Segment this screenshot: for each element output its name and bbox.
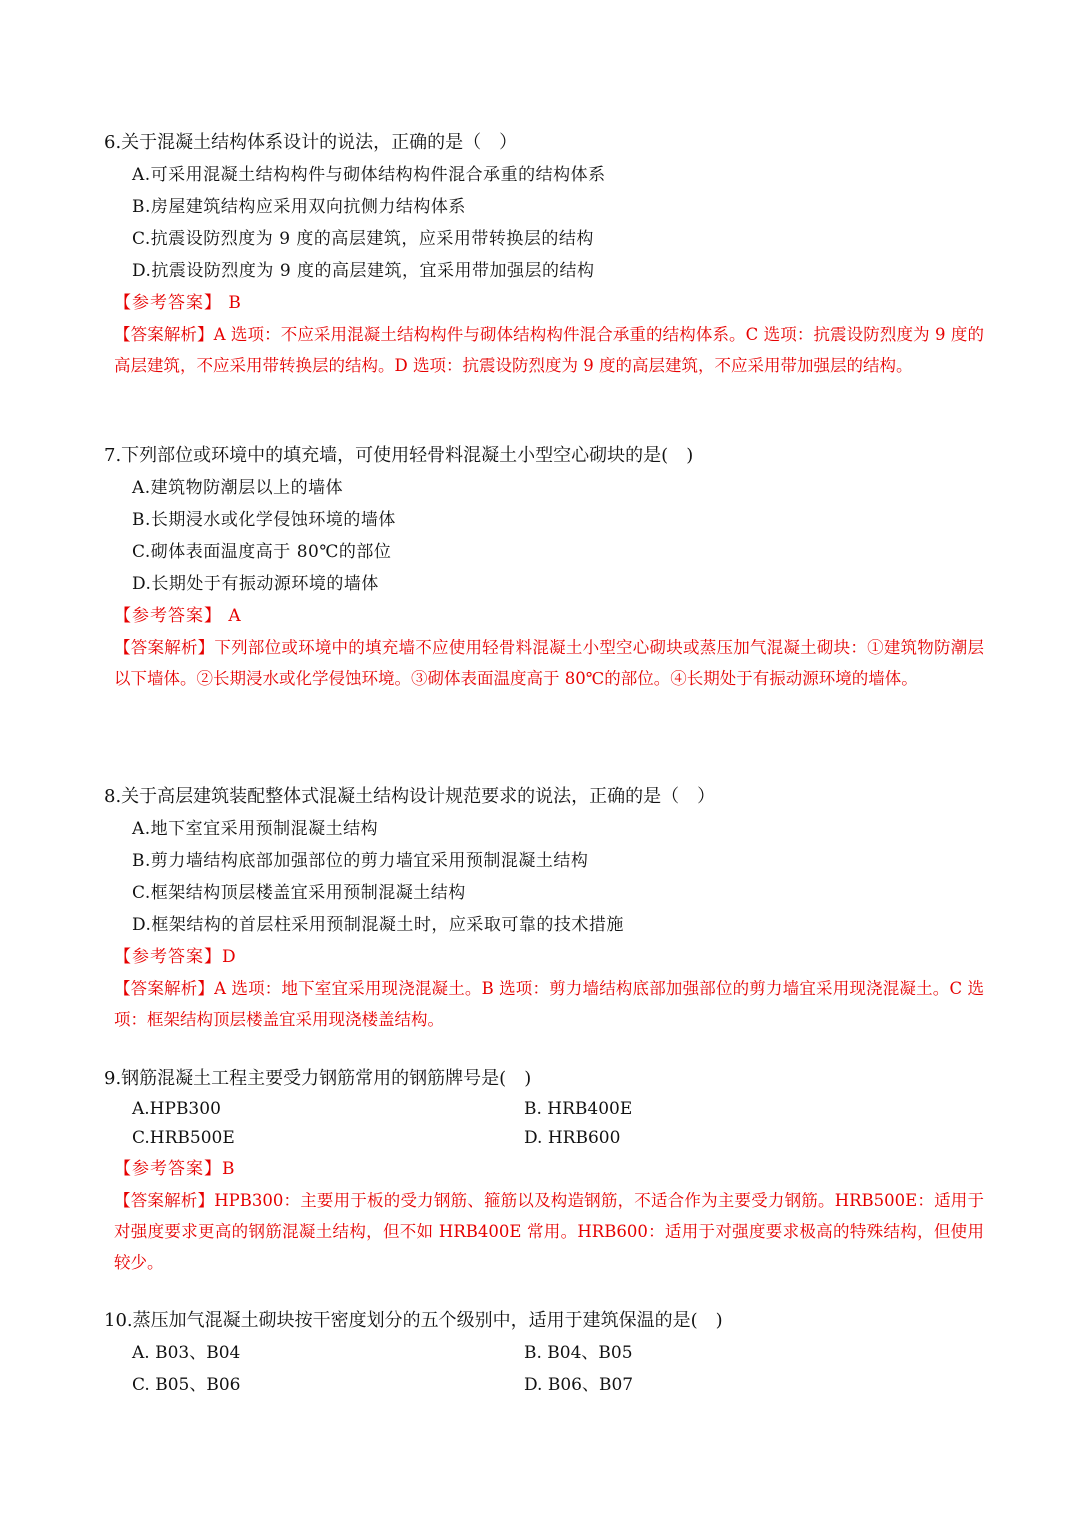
options-grid [104, 1337, 984, 1401]
answer-explanation: 【答案解析】下列部位或环境中的填充墙不应使用轻骨料混凝土小型空心砌块或蒸压加气混凝土砌块：①建筑物防潮层以下墙体。②长期浸水或化学侵蚀环境。③砌体表面温度高于 80℃的部位。④长期处于有振动源环境的墙体。 [114, 638, 984, 688]
reference-answer: 【参考答案】D [114, 947, 237, 967]
option-c: C.框架结构顶层楼盖宜采用预制混凝土结构 [132, 883, 466, 903]
reference-answer: 【参考答案】 A [114, 606, 242, 626]
option-c: C.HRB500E [132, 1128, 235, 1148]
reference-answer: 【参考答案】B [114, 1159, 236, 1179]
option-a: A.可采用混凝土结构构件与砌体结构构件混合承重的结构体系 [132, 165, 606, 185]
option-d: D.抗震设防烈度为 9 度的高层建筑，宜采用带加强层的结构 [132, 261, 595, 281]
option-a: A.HPB300 [132, 1099, 221, 1119]
option-a: A. B03、B04 [132, 1343, 241, 1363]
question-stem: 6.关于混凝土结构体系设计的说法，正确的是（ ） [104, 132, 518, 153]
options-grid [104, 1095, 984, 1153]
question-stem: 8.关于高层建筑装配整体式混凝土结构设计规范要求的说法，正确的是（ ） [104, 786, 716, 807]
question-7 [104, 440, 984, 694]
answer-explanation: 【答案解析】A 选项：不应采用混凝土结构构件与砌体结构构件混合承重的结构体系。C 选项：抗震设防烈度为 9 度的高层建筑，不应采用带转换层的结构。D 选项：抗震设防烈度为 9 度的高层建筑，不应采用带加强层的结构。 [114, 325, 984, 375]
question-10 [104, 1305, 984, 1401]
option-b: B.房屋建筑结构应采用双向抗侧力结构体系 [132, 197, 466, 217]
question-stem: 9.钢筋混凝土工程主要受力钢筋常用的钢筋牌号是( ) [104, 1068, 532, 1089]
answer-explanation: 【答案解析】A 选项：地下室宜采用现浇混凝土。B 选项：剪力墙结构底部加强部位的剪力墙宜采用现浇混凝土。C 选项：框架结构顶层楼盖宜采用现浇楼盖结构。 [114, 979, 984, 1029]
option-d: D.框架结构的首层柱采用预制混凝土时，应采取可靠的技术措施 [132, 915, 624, 935]
option-d: D.长期处于有振动源环境的墙体 [132, 574, 379, 594]
question-stem: 7.下列部位或环境中的填充墙，可使用轻骨料混凝土小型空心砌块的是( ) [104, 445, 694, 466]
question-9 [104, 1063, 984, 1278]
option-c: C. B05、B06 [132, 1375, 241, 1395]
option-c: C.砌体表面温度高于 80℃的部位 [132, 542, 392, 562]
option-b: B.剪力墙结构底部加强部位的剪力墙宜采用预制混凝土结构 [132, 851, 589, 871]
answer-explanation: 【答案解析】HPB300：主要用于板的受力钢筋、箍筋以及构造钢筋，不适合作为主要受力钢筋。HRB500E：适用于对强度要求更高的钢筋混凝土结构，但不如 HRB400E 常用。HRB600：适用于对强度要求极高的特殊结构，但使用较少。 [114, 1191, 984, 1272]
option-d: D. HRB600 [524, 1128, 621, 1148]
option-b: B.长期浸水或化学侵蚀环境的墙体 [132, 510, 396, 530]
option-a: A.地下室宜采用预制混凝土结构 [132, 819, 379, 839]
option-b: B. HRB400E [524, 1099, 633, 1119]
question-6 [104, 127, 984, 381]
option-c: C.抗震设防烈度为 9 度的高层建筑，应采用带转换层的结构 [132, 229, 594, 249]
option-a: A.建筑物防潮层以上的墙体 [132, 478, 344, 498]
reference-answer: 【参考答案】 B [114, 293, 242, 313]
option-b: B. B04、B05 [524, 1343, 633, 1363]
question-8 [104, 781, 984, 1035]
option-d: D. B06、B07 [524, 1375, 634, 1395]
question-stem: 10.蒸压加气混凝土砌块按干密度划分的五个级别中，适用于建筑保温的是( ) [104, 1310, 723, 1331]
